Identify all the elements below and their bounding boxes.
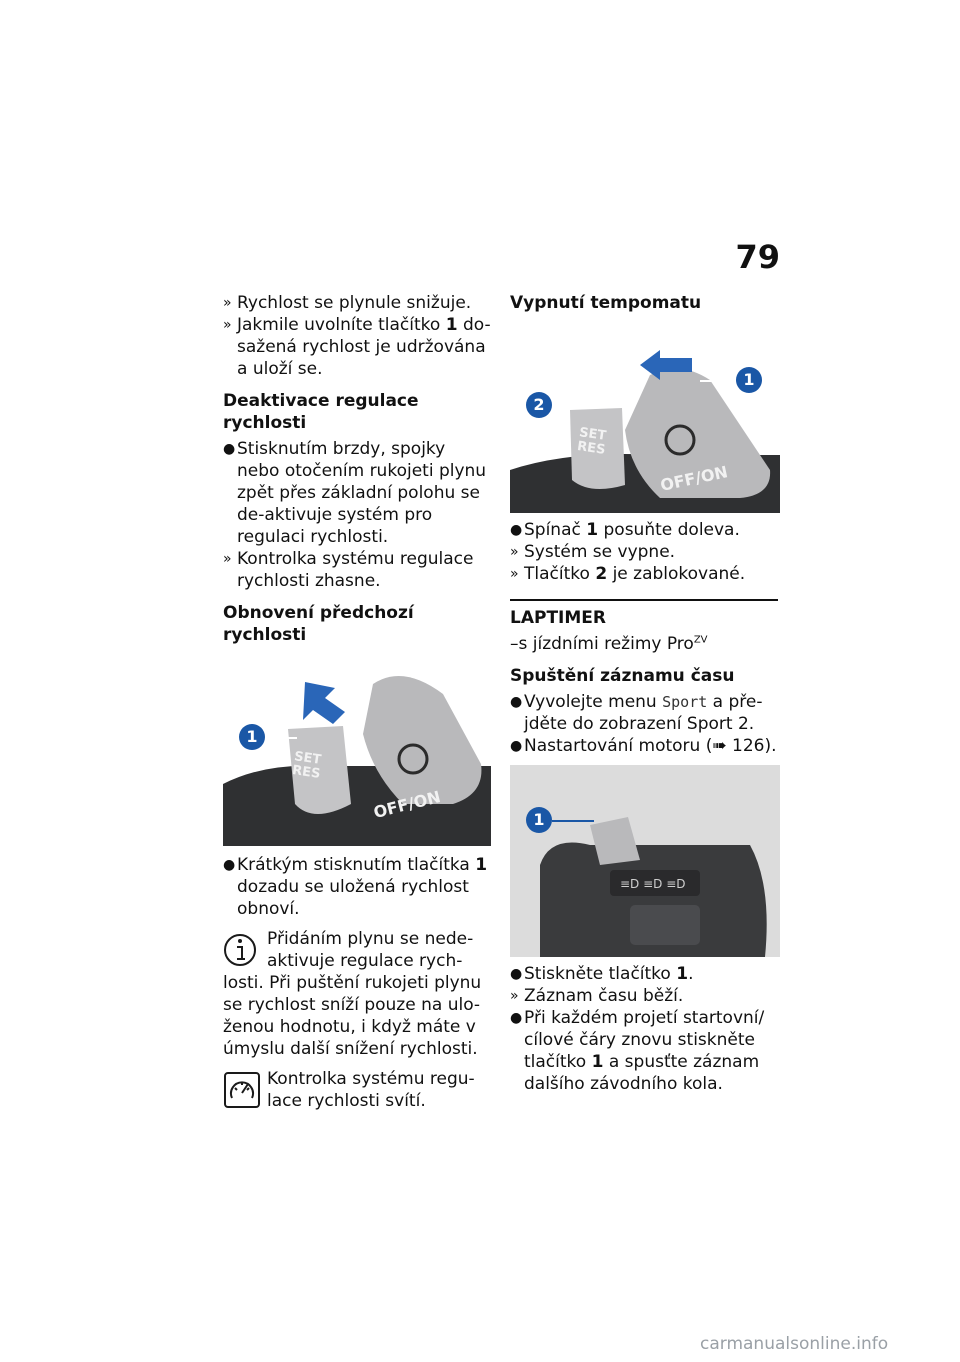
info-note: Přidáním plynu se nede-aktivuje regulace rych-losti. Při puštění rukojeti plynu se rychlost sníží pouze na ulo-ženou hodnotu, i když máte v úmyslu další snížení rychlosti. [223,929,482,1059]
section-heading: Obnovení předchozí rychlosti [223,603,414,645]
result-marker: » [510,544,519,560]
watermark: carmanualsonline.info [700,1334,889,1354]
callout-2: 2 [526,392,552,418]
result-item: » Kontrolka systému regulace rychlosti zhasne. [223,549,474,591]
set-res-label: SET RES [291,749,323,782]
step-item: ● Krátkým stisknutím tlačítka 1 dozadu se uložená rychlost obnoví. [223,855,488,919]
handlebar-illustration [510,765,780,957]
bullet: ● [223,441,236,457]
laptimer-switch-figure [510,765,780,957]
step-item: ● Při každém projetí startovní/ cílové čáry znovu stiskněte tlačítko 1 a spusťte záznam dalšího závodního kola. [510,1008,765,1094]
indicator-note: Kontrolka systému regu-lace rychlosti svítí. [223,1068,491,1112]
laptimer-heading: LAPTIMER [510,608,606,628]
step-item: ● Stisknutím brzdy, spojky nebo otočením rukojeti plynu zpět přes základní polohu se de-aktivuje systém pro regulaci rychlosti. [223,439,487,547]
step-item: ● Nastartování motoru (➠ 126). [510,736,777,756]
bullet: ● [510,694,523,710]
result-item: » Tlačítko 2 je zablokované. [510,564,746,584]
cruise-switch-figure-resume [223,654,491,846]
result-marker: » [223,551,232,567]
cruise-control-indicator-icon [223,1068,261,1110]
right-column [510,292,778,1095]
info-icon [223,928,261,970]
bullet: ● [510,738,523,754]
bullet: ● [510,522,523,538]
page-number: 79 [735,238,780,276]
callout-1: 1 [239,724,265,750]
off-on-label: OFF/ON [658,462,730,495]
set-res-label: SET RES [576,425,608,458]
step-item: ● Spínač 1 posuňte doleva. [510,520,740,540]
section-heading: Vypnutí tempomatu [510,293,702,313]
switch-illustration [223,654,491,846]
result-marker: » [223,317,232,333]
result-item: » Rychlost se plynule snižuje. [223,293,472,313]
step-item: ● Stiskněte tlačítko 1. [510,964,694,984]
result-item: » Jakmile uvolníte tlačítko 1 do-sažená rychlost je udržována a uloží se. [223,315,491,379]
result-marker: » [510,566,519,582]
callout-leader [265,737,297,739]
bullet: ● [510,1010,523,1026]
result-item: » Záznam času běží. [510,986,684,1006]
bullet: ● [223,857,236,873]
step-item: ● Vyvolejte menu Sport a pře-jděte do zobrazení Sport 2. [510,692,763,734]
callout-leader [700,380,736,382]
callout-leader [552,405,578,407]
result-marker: » [223,295,232,311]
callout-1: 1 [526,807,552,833]
switch-illustration [510,320,780,513]
page-reference-arrow-icon: ➠ [712,736,727,756]
left-column [223,292,491,1120]
result-marker: » [510,988,519,1004]
result-item: » Systém se vypne. [510,542,676,562]
off-on-label: OFF/ON [371,787,443,822]
section-heading: Spuštění záznamu času [510,666,735,686]
callout-leader [552,820,594,822]
bullet: ● [510,966,523,982]
svg-text:≡D ≡D ≡D: ≡D ≡D ≡D [620,877,686,891]
equipment-note: –s jízdními režimy Pro$^{ZV}$ [510,634,708,654]
section-divider [510,599,778,601]
section-heading: Deaktivace regulace rychlosti [223,391,419,433]
callout-1: 1 [736,367,762,393]
cruise-switch-figure-off [510,320,780,513]
page-reference-link[interactable]: 126 [732,736,765,756]
